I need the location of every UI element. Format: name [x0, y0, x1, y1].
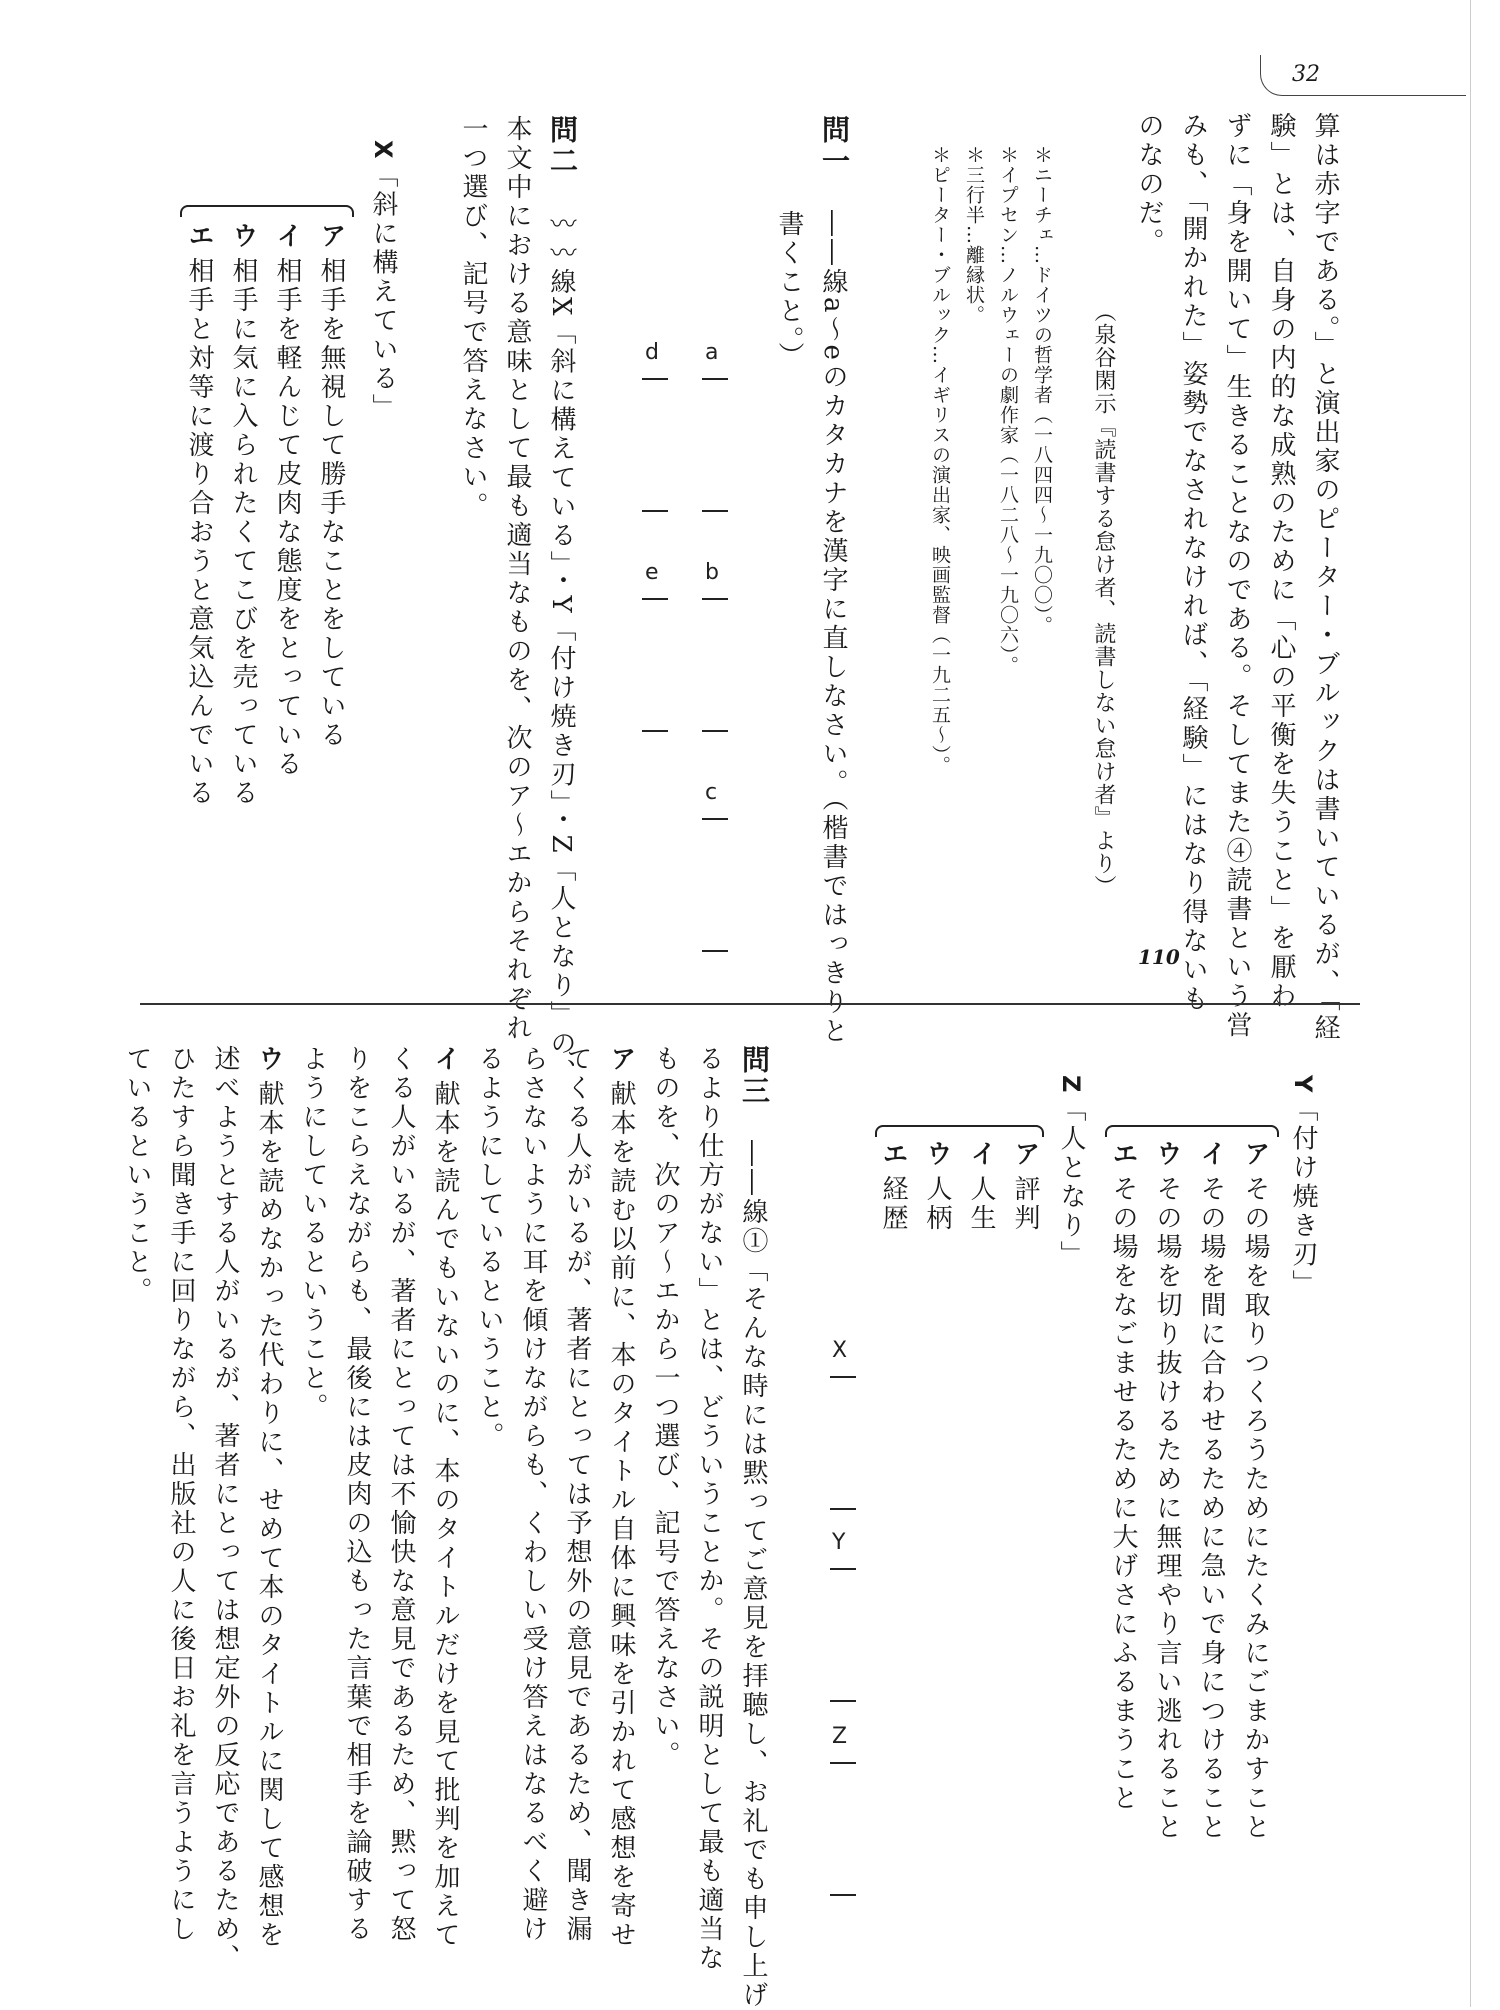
- q2-text: 本文中における意味として最も適当なものを、次のア〜エからそれぞれ: [502, 115, 532, 1043]
- q1-box-b[interactable]: [702, 598, 728, 732]
- q2-y-option-a[interactable]: アその場を取りつくろうためにたくみにごまかすこと: [1240, 1140, 1270, 1842]
- q2-x-option-a[interactable]: ア相手を無視して勝手なことをしている: [316, 222, 346, 750]
- page-number-frame: [1260, 55, 1466, 96]
- q2-x-title: X「斜に構えている」: [368, 140, 398, 423]
- q1-blank-d[interactable]: d: [645, 340, 659, 365]
- page-number: 32: [1292, 62, 1320, 87]
- q2-y-title: Y「付け焼き刃」: [1288, 1075, 1318, 1299]
- q3-option-i[interactable]: イ献本を読んでもいないのに、本のタイトルだけを見て批判を加えて: [430, 1045, 460, 1950]
- q3-text: ――線①「そんな時には黙ってご意見を拝聴し、お礼でも申し上げ: [738, 1140, 768, 2010]
- q1-box-c[interactable]: [702, 818, 728, 952]
- passage-line: みも、「開かれた」姿勢でなされなければ、「経験」にはなり得ないも: [1178, 112, 1208, 1014]
- q1-blank-c[interactable]: c: [705, 780, 718, 805]
- q2-x-option-e[interactable]: エ相手と対等に渡り合おうと意気込んでいる: [184, 222, 214, 808]
- q3-text: るより仕方がない」とは、どういうことか。その説明として最も適当な: [694, 1045, 724, 1973]
- note-item: ＊ニーチェ…ドイツの哲学者（一八四四〜一九〇〇）。: [1031, 145, 1053, 636]
- q3-option-u-line: 述べようとする人がいるが、著者にとっては想定外の反応であるため、: [210, 1045, 240, 1973]
- q3-option-i-line: くる人がいるが、著者にとっては不愉快な意見であるため、黙って怒: [386, 1045, 416, 1944]
- q3-option-u-line: ひたすら聞き手に回りながら、出版社の人に後日お礼を言うようにし: [166, 1045, 196, 1944]
- q2-x-brace: [180, 205, 354, 217]
- q2-z-option-e[interactable]: エ経歴: [878, 1140, 908, 1233]
- source-citation: （泉谷閑示『読書する怠け者、読書しない怠け者』より）: [1091, 300, 1116, 898]
- note-item: ＊ピーター・ブルック…イギリスの演出家、映画監督（一九二五〜）。: [929, 145, 951, 776]
- q2-x-option-u[interactable]: ウ相手に気に入られたくてこびを売っている: [228, 222, 258, 808]
- q2-y-brace: [1105, 1125, 1279, 1137]
- q1-box-e[interactable]: [642, 598, 668, 732]
- q2-text: 〰〰線X「斜に構えている」・Y「付け焼き刃」・Z「人となり」の、: [546, 210, 576, 1088]
- q3-option-i-line: りをこらえながらも、最後には皮肉の込もった言葉で相手を論破する: [342, 1045, 372, 1944]
- q2-text: 一つ選び、記号で答えなさい。: [458, 115, 488, 521]
- q3-option-u-line: ているということ。: [122, 1045, 152, 1306]
- q1-label: 問一: [818, 115, 851, 177]
- q2-z-option-i[interactable]: イ人生: [966, 1140, 996, 1233]
- q3-option-a[interactable]: ア献本を読む以前に、本のタイトル自体に興味を引かれて感想を寄せ: [606, 1045, 636, 1950]
- q3-option-a-line: るようにしているということ。: [474, 1045, 504, 1451]
- q2-x-option-i[interactable]: イ相手を軽んじて皮肉な態度をとっている: [272, 222, 302, 779]
- q2-z-brace: [875, 1125, 1044, 1137]
- q1-text: 書くこと。）: [774, 210, 804, 371]
- q1-box-d[interactable]: [642, 378, 668, 512]
- passage-line: のなのだ。: [1134, 112, 1164, 257]
- q1-blank-e[interactable]: e: [645, 560, 659, 585]
- page-edge: [1470, 0, 1471, 2007]
- passage-line: 算は赤字である。」と演出家のピーター・ブルックは書いているが、「経: [1310, 112, 1340, 1043]
- q2-y-option-u[interactable]: ウその場を切り抜けるために無理やり言い逃れること: [1152, 1140, 1182, 1842]
- q3-label: 問三: [738, 1045, 771, 1107]
- note-item: ＊三行半…離縁状。: [963, 145, 985, 325]
- figure-number: 110: [1138, 945, 1180, 969]
- q2-answer-y[interactable]: Y: [832, 1530, 846, 1555]
- passage-line: 験」とは、自身の内的な成熟のために「心の平衡を失うこと」を厭わ: [1266, 112, 1296, 1011]
- q2-box-z[interactable]: [830, 1762, 856, 1896]
- q1-blank-b[interactable]: b: [705, 560, 719, 585]
- q2-z-title: Z「人となり」: [1056, 1075, 1086, 1270]
- q1-box-a[interactable]: [702, 378, 728, 512]
- q2-answer-z[interactable]: Z: [832, 1724, 848, 1749]
- q2-box-x[interactable]: [830, 1376, 856, 1510]
- q1-blank-a[interactable]: a: [705, 340, 719, 365]
- q3-option-u[interactable]: ウ献本を読めなかった代わりに、せめて本のタイトルに関して感想を: [254, 1045, 284, 1950]
- q2-label: 問二: [546, 115, 579, 177]
- q2-y-option-i[interactable]: イその場を間に合わせるために急いで身につけること: [1196, 1140, 1226, 1842]
- q1-text: ――線a〜eのカタカナを漢字に直しなさい。（楷書ではっきりと: [818, 210, 848, 1046]
- section-divider: [140, 1003, 1360, 1005]
- q3-option-a-line: てくる人がいるが、著者にとっては予想外の意見であるため、聞き漏: [562, 1045, 592, 1944]
- q3-option-i-line: ようにしているということ。: [298, 1045, 328, 1422]
- passage-line: ずに「身を開いて」生きることなのである。そしてまた④読書という営: [1222, 112, 1252, 1040]
- q3-text: ものを、次のア〜エから一つ選び、記号で答えなさい。: [650, 1045, 680, 1770]
- note-item: ＊イプセン…ノルウェーの劇作家（一八二八〜一九〇六）。: [997, 145, 1019, 676]
- q3-option-a-line: らさないように耳を傾けながらも、くわしい受け答えはなるべく避け: [518, 1045, 548, 1944]
- q2-z-option-u[interactable]: ウ人柄: [922, 1140, 952, 1233]
- q2-answer-x[interactable]: X: [832, 1338, 848, 1363]
- q2-box-y[interactable]: [830, 1568, 856, 1702]
- q2-z-option-a[interactable]: ア評判: [1010, 1140, 1040, 1233]
- q2-y-option-e[interactable]: エその場をなごませるために大げさにふるまうこと: [1108, 1140, 1138, 1813]
